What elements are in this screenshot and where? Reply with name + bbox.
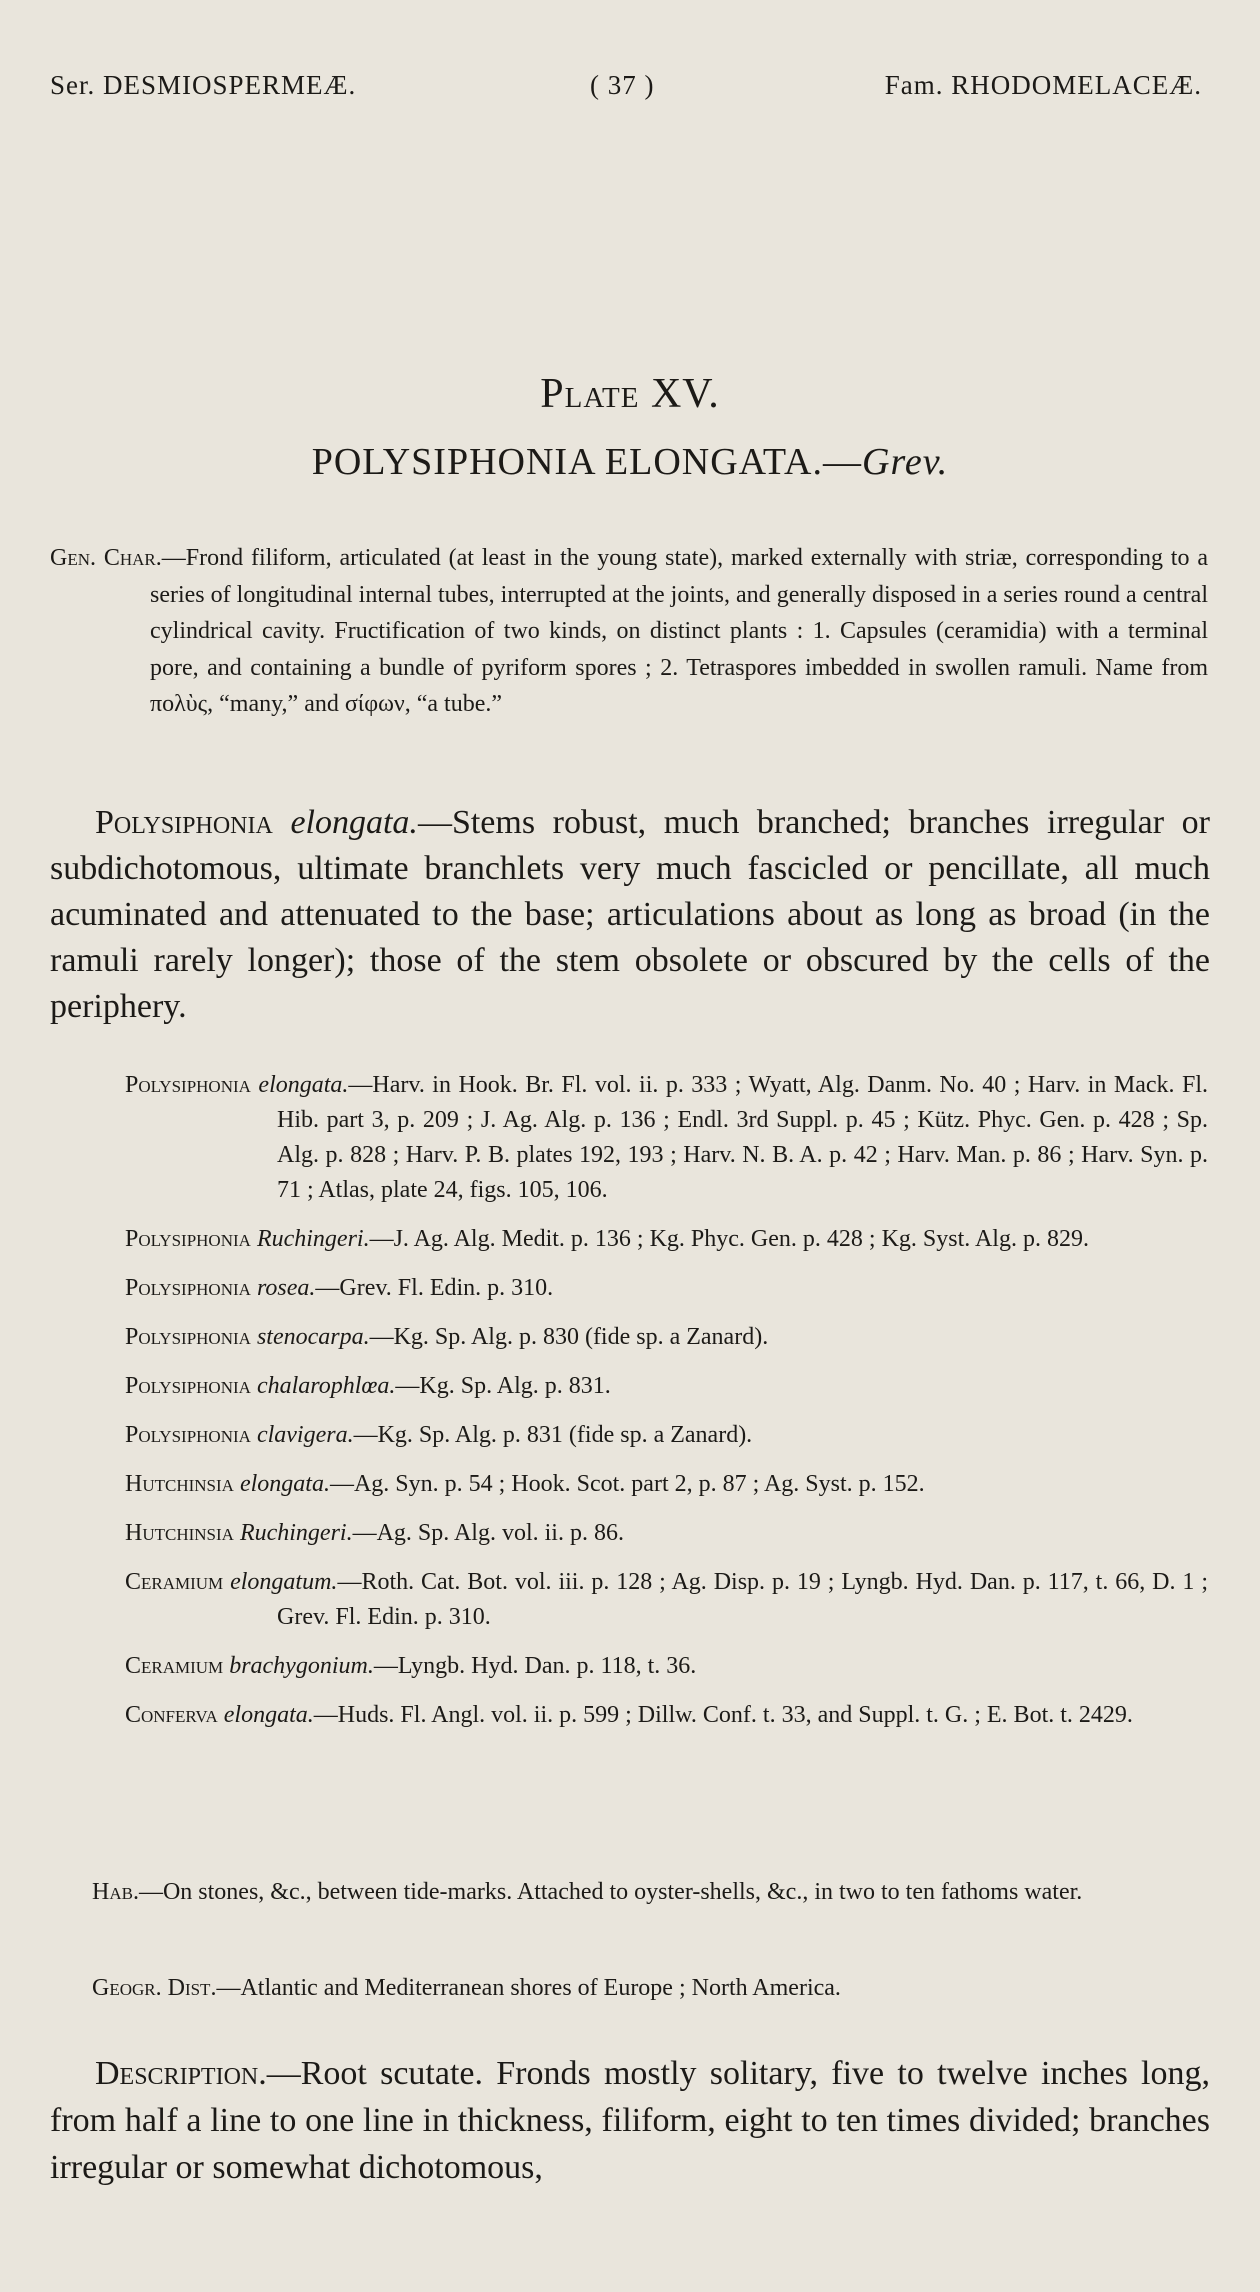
synonym-species: stenocarpa. (256, 1324, 370, 1350)
synonym-reference: —Kg. Sp. Alg. p. 831. (395, 1373, 611, 1399)
synonym-entry (125, 1698, 1208, 1733)
synonym-genus: Polysiphonia (125, 1373, 251, 1399)
synonym-reference: —Ag. Sp. Alg. vol. ii. p. 86. (352, 1520, 624, 1546)
species-author: Grev. (862, 441, 949, 483)
synonym-reference: —J. Ag. Alg. Medit. p. 136 ; Kg. Phyc. Gen. p. 428 ; Kg. Syst. Alg. p. 829. (369, 1226, 1089, 1252)
species-name: POLYSIPHONIA ELONGATA.— (311, 441, 863, 483)
synonym-genus: Conferva (125, 1702, 218, 1728)
synonym-entry (125, 1271, 1208, 1306)
running-header-family: Fam. RHODOMELACEÆ. (884, 70, 1202, 100)
synonym-species: rosea. (256, 1275, 316, 1301)
geography-text: —Atlantic and Mediterranean shores of Europe ; North America. (216, 1975, 841, 2001)
synonym-species: chalarophlœa. (256, 1373, 396, 1399)
synonym-reference: —Huds. Fl. Angl. vol. ii. p. 599 ; Dillw. Conf. t. 33, and Suppl. t. G. ; E. Bot. t. 2429. (313, 1702, 1133, 1728)
habitat-label: Hab. (92, 1879, 139, 1905)
synonymy-list (125, 1068, 1208, 1747)
synonym-entry (125, 1649, 1208, 1684)
synonym-genus: Polysiphonia (125, 1226, 251, 1252)
diagnosis-text: —Stems robust, much branched; branches irregular or subdichotomous, ultimate branchlets very much fascicled or pencillate, all much acuminated and attenuated to the base; articulations about as long as broad (in the ramuli rarely longer); those of the stem obsolete or obscured by the cells of the periphery. (50, 804, 1210, 1025)
diagnosis-species: elongata. (290, 804, 418, 841)
synonym-reference: —Harv. in Hook. Br. Fl. vol. ii. p. 333 ; Wyatt, Alg. Danm. No. 40 ; Harv. in Mack. Fl. Hib. part 3, p. 209 ; J. Ag. Alg. p. 136 ; Endl. 3rd Suppl. p. 45 ; Kütz. Phyc. Gen. p. 428 ; Sp. Alg. p. 828 ; Harv. P. B. plates 192, 193 ; Harv. N. B. A. p. 42 ; Harv. Man. p. 86 ; Harv. Syn. p. 71 ; Atlas, plate 24, figs. 105, 106. (277, 1072, 1209, 1203)
running-header-series: Ser. DESMIOSPERMEÆ. (50, 70, 357, 100)
synonym-reference: —Kg. Sp. Alg. p. 830 (fide sp. a Zanard). (369, 1324, 769, 1350)
synonym-entry (125, 1516, 1208, 1551)
synonym-entry (125, 1320, 1208, 1355)
synonym-reference: —Lyngb. Hyd. Dan. p. 118, t. 36. (373, 1653, 697, 1679)
species-title (0, 440, 1260, 484)
description-text: —Root scutate. Fronds mostly solitary, five to twelve inches long, from half a line to one line in thickness, filiform, eight to ten times divided; branches irregular or somewhat dichotomous, (50, 2055, 1210, 2186)
habitat (50, 1874, 1208, 1910)
synonym-genus: Hutchinsia (125, 1471, 234, 1497)
synonym-genus: Ceramium (125, 1653, 224, 1679)
synonym-reference: —Roth. Cat. Bot. vol. iii. p. 128 ; Ag. Disp. p. 19 ; Lyngb. Hyd. Dan. p. 117, t. 66, D. 1 ; Grev. Fl. Edin. p. 310. (277, 1569, 1209, 1630)
synonym-species: elongata. (239, 1471, 330, 1497)
synonym-genus: Polysiphonia (125, 1324, 251, 1350)
synonym-species: brachygonium. (229, 1653, 374, 1679)
plate-heading: Plate XV. (540, 371, 720, 417)
page-number: ( 37 ) (590, 70, 655, 100)
synonym-genus: Polysiphonia (125, 1072, 251, 1098)
geography-label: Geogr. Dist. (92, 1975, 217, 2001)
synonym-species: Ruchingeri. (256, 1226, 370, 1252)
geographic-distribution (50, 1970, 1208, 2006)
synonym-species: elongatum. (230, 1569, 338, 1595)
generic-character-label: Gen. Char. (50, 545, 162, 571)
synonym-reference: —Ag. Syn. p. 54 ; Hook. Scot. part 2, p. 87 ; Ag. Syst. p. 152. (329, 1471, 925, 1497)
species-diagnosis (50, 800, 1210, 1030)
synonym-species: Ruchingeri. (239, 1520, 353, 1546)
synonym-reference: —Grev. Fl. Edin. p. 310. (315, 1275, 554, 1301)
description (50, 2050, 1210, 2191)
synonym-genus: Ceramium (125, 1569, 224, 1595)
synonym-species: elongata. (223, 1702, 314, 1728)
synonym-species: elongata. (258, 1072, 349, 1098)
synonym-species: clavigera. (256, 1422, 354, 1448)
synonym-entry (125, 1565, 1208, 1635)
generic-character (50, 540, 1208, 723)
habitat-text: —On stones, &c., between tide-marks. Attached to oyster-shells, &c., in two to ten fathoms water. (138, 1879, 1083, 1905)
synonym-reference: —Kg. Sp. Alg. p. 831 (fide sp. a Zanard). (353, 1422, 753, 1448)
synonym-genus: Polysiphonia (125, 1275, 251, 1301)
generic-character-text: —Frond filiform, articulated (at least in the young state), marked externally with striæ, corresponding to a series of longitudinal internal tubes, interrupted at the joints, and generally disposed in a series round a central cylindrical cavity. Fructification of two kinds, on distinct plants : 1. Capsules (ceramidia) with a terminal pore, and containing a bundle of pyriform spores ; 2. Tetraspores imbedded in swollen ramuli. Name from πολὺς, “many,” and σίφων, “a tube.” (150, 545, 1208, 717)
synonym-entry (125, 1369, 1208, 1404)
synonym-entry (125, 1068, 1208, 1208)
synonym-entry (125, 1467, 1208, 1502)
synonym-entry (125, 1222, 1208, 1257)
diagnosis-genus: Polysiphonia (95, 804, 273, 841)
description-label: Description. (95, 2055, 267, 2092)
synonym-genus: Hutchinsia (125, 1520, 234, 1546)
synonym-entry (125, 1418, 1208, 1453)
synonym-genus: Polysiphonia (125, 1422, 251, 1448)
